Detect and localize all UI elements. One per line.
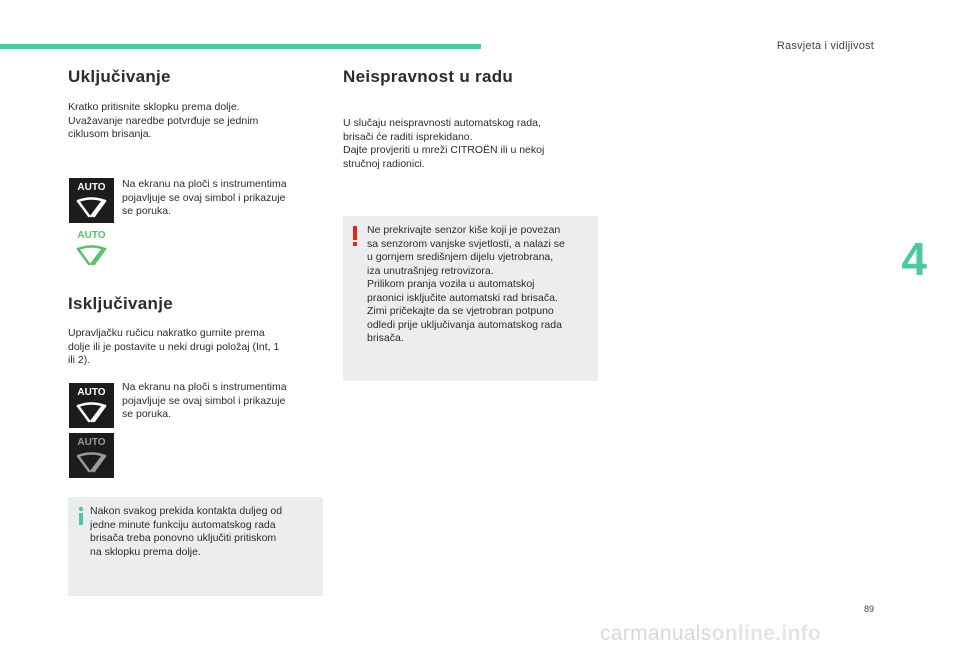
text-line: brisača treba ponovno uključiti pritiskom — [90, 532, 277, 544]
text-line: iza unutrašnjeg retrovizora. — [367, 264, 494, 277]
wiper-auto-white-icon — [69, 178, 114, 223]
text-line: ciklusom brisanja. — [68, 128, 152, 140]
chapter-color-bar — [0, 44, 481, 49]
watermark-suffix: online.info — [711, 622, 822, 645]
heading-iskljucivanje: Isključivanje — [68, 294, 174, 313]
text-line: stručnoj radionici. — [343, 157, 425, 170]
text-line: se poruka. — [122, 205, 172, 217]
text-line: se poruka. — [122, 408, 172, 420]
auto-label: AUTO — [77, 387, 106, 398]
windscreen-shape — [78, 404, 105, 407]
section-header: Rasvjeta i vidljivost — [776, 40, 874, 52]
wiper-shape — [78, 249, 105, 264]
iskljucivanje-paragraph — [68, 327, 279, 368]
text-line: sa senzorom vanjske svjetlosti, a nalazi se — [367, 237, 565, 250]
text-line: praonici isključite automatski rad brisača. — [367, 291, 558, 304]
text-line: brisača. — [367, 332, 404, 344]
text-line: brisači će raditi isprekidano. — [343, 130, 473, 143]
warning-exclamation-icon — [351, 225, 359, 252]
neispravnost-paragraph — [343, 117, 544, 171]
wiper-shape — [78, 201, 105, 216]
wiper-shape — [78, 456, 105, 471]
warning-note-box — [343, 216, 598, 381]
text-line: Kratko pritisnite sklopku prema dolje. — [68, 101, 240, 113]
auto-label: AUTO — [77, 230, 106, 241]
ukljucivanje-icon-text — [122, 178, 287, 219]
heading-ukljucivanje: Uključivanje — [68, 67, 171, 86]
text-line: u gornjem središnjem dijelu vjetrobrana, — [367, 251, 554, 263]
text-line: pojavljuje se ovaj simbol i prikazuje — [122, 394, 286, 407]
info-icon — [76, 506, 86, 531]
auto-label: AUTO — [77, 182, 106, 193]
auto-label: AUTO — [77, 437, 106, 448]
heading-neispravnost: Neispravnost u radu — [343, 67, 514, 86]
warning-note-text — [367, 224, 565, 346]
chapter-number: 4 — [901, 233, 927, 285]
text-line: Ne prekrivajte senzor kiše koji je povezan — [367, 224, 561, 236]
wiper-auto-green-icon — [69, 226, 114, 271]
text-line: Upravljačku ručicu nakratko gurnite prema — [68, 327, 265, 339]
text-line: Na ekranu na ploči s instrumentima — [122, 178, 287, 190]
wiper-shape — [78, 406, 105, 421]
text-line: dolje ili je postavite u neki drugi položaj (Int, 1 — [68, 340, 280, 353]
text-line: na sklopku prema dolje. — [90, 545, 201, 558]
watermark-prefix: carmanuals — [600, 622, 712, 645]
text-line: ili 2). — [68, 354, 91, 366]
text-line: Zimi pričekajte da se vjetrobran potpuno — [367, 305, 554, 317]
text-line: Na ekranu na ploči s instrumentima — [122, 381, 287, 393]
info-note-box — [68, 497, 323, 596]
page-number: 89 — [863, 604, 874, 614]
text-line: Dajte provjeriti u mreži CITROËN ili u nekoj — [343, 144, 545, 156]
iskljucivanje-icon-text — [122, 381, 287, 422]
info-note-text — [90, 505, 282, 559]
windscreen-shape — [78, 199, 105, 202]
wiper-auto-white-icon — [69, 383, 114, 428]
text-line: U slučaju neispravnosti automatskog rada, — [343, 117, 541, 129]
watermark[interactable] — [600, 622, 821, 646]
wiper-auto-grey-icon — [69, 433, 114, 478]
text-line: pojavljuje se ovaj simbol i prikazuje — [122, 191, 286, 204]
ukljucivanje-paragraph — [68, 101, 258, 142]
text-line: Prilikom pranja vozila u automatskoj — [367, 278, 535, 290]
windscreen-shape — [78, 454, 105, 457]
text-line: Uvažavanje naredbe potvrđuje se jednim — [68, 114, 259, 127]
text-line: jedne minute funkciju automatskog rada — [90, 518, 276, 531]
windscreen-shape — [78, 247, 105, 250]
text-line: Nakon svakog prekida kontakta duljeg od — [90, 505, 283, 517]
text-line: odledi prije uključivanja automatskog rada — [367, 318, 562, 331]
